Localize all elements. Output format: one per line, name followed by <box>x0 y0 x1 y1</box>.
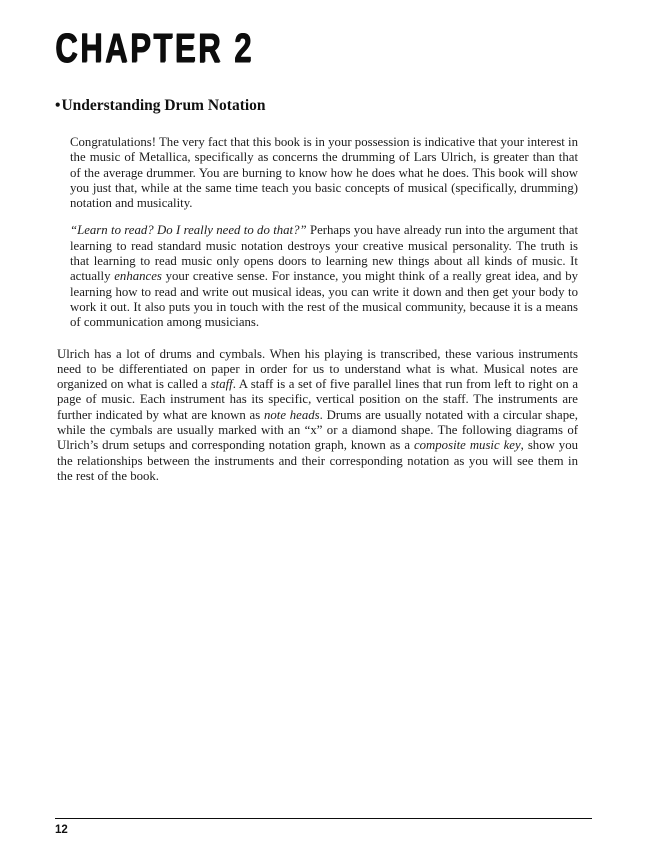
body-text <box>57 135 579 496</box>
section-title: Understanding Drum Notation <box>61 97 266 114</box>
paragraph-drum-notation: Ulrich has a lot of drums and cymbals. When his playing is transcribed, these various instruments need to be differentiated on paper in order for us to understand what is what. Musical notes are organized on what is called a staff. A staff is a set of five parallel lines that run from left to right on a page of music. Each instrument has its specific, vertical position on the staff. The instruments are further indicated by what are known as note heads. Drums are usually notated with a circular shape, while the cymbals are usually marked with an “x” or a diamond shape. The following diagrams of Ulrich’s drum setups and corresponding notation graph, known as a composite music key, show you the relationships between the instruments and their corresponding notation as you will see them in the rest of the book. <box>57 346 579 483</box>
chapter-title: CHAPTER 2 <box>55 25 254 72</box>
paragraph-learn-to-read: “Learn to read? Do I really need to do that?” Perhaps you have already run into the argument that learning to read standard music notation destroys your creative musical personality. The truth is that learning to read music only opens doors to learning new things about all kinds of music. It actually enhances your creative sense. For instance, you might think of a really great idea, and by learning how to read and write out musical ideas, you can write it down and then get your body to work it out. It also puts you in touch with the rest of the musical community, because it is a means of communication among musicians. <box>70 223 579 330</box>
footer-rule <box>55 818 592 819</box>
section-bullet: • <box>55 97 61 114</box>
page-number: 12 <box>55 824 68 836</box>
section-heading <box>55 97 266 115</box>
paragraph-intro: Congratulations! The very fact that this book is in your possession is indicative that your interest in the music of Metallica, specifically as concerns the drumming of Lars Ulrich, is greater than that of the average drummer. You are burning to know how he does what he does. This book will show you just that, while at the same time teach you basic concepts of musical (specifically, drumming) notation and musicality. <box>70 135 579 211</box>
